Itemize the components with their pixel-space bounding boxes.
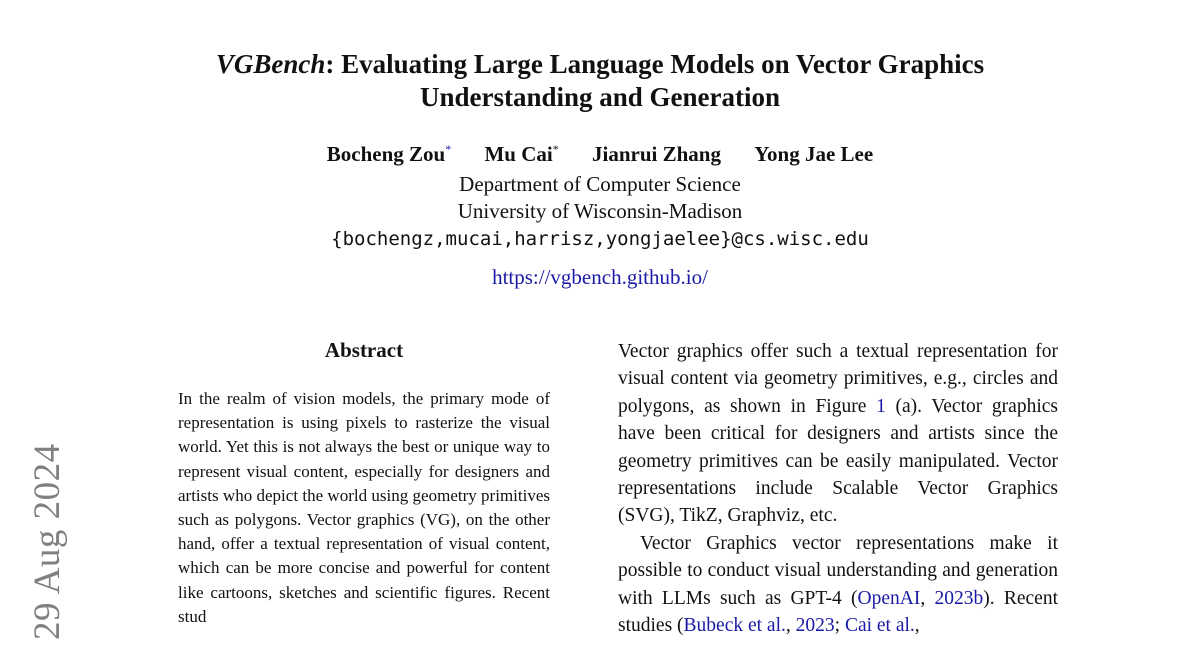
project-url-link[interactable]: https://vgbench.github.io/ [492, 265, 708, 289]
author-list [0, 142, 1200, 167]
abstract-heading: Abstract [324, 338, 404, 362]
author-emails: {bochengz,mucai,harrisz,yongjaelee}@cs.wisc.edu [331, 228, 869, 250]
citation-bubeck-link[interactable]: Bubeck et al. [683, 615, 786, 637]
author-2: Mu Cai* [484, 142, 559, 166]
author-1: Bocheng Zou* [326, 142, 452, 166]
title-line1-rest: : Evaluating Large Language Models on Vector Graphics [325, 49, 985, 79]
citation-bubeck-year-link[interactable]: 2023 [795, 615, 835, 637]
intro-paragraph-1: Vector graphics offer such a textual representation for visual content via geometry primitives, e.g., circles and polygons, as shown in Figure 1 (a). Vector graphics have been critical for designers and artists since the geometry primitives can be easily manipulated. Vector representations include Scalable Vector Graphics (SVG), TikZ, Graphviz, etc. [618, 341, 1058, 527]
introduction-column [618, 338, 1058, 639]
citation-openai-link[interactable]: OpenAI [857, 587, 921, 609]
title-line2: Understanding and Generation [419, 82, 781, 112]
author-3: Jianrui Zhang [591, 142, 721, 166]
affiliation-university: University of Wisconsin-Madison [457, 199, 743, 223]
affiliation-department: Department of Computer Science [459, 172, 741, 196]
author-4: Yong Jae Lee [754, 142, 874, 166]
citation-openai-year-link[interactable]: 2023b [934, 587, 984, 609]
citation-cai-link[interactable]: Cai et al. [844, 615, 915, 637]
figure-ref-link[interactable]: 1 [876, 395, 886, 417]
title-italic: VGBench [215, 49, 326, 79]
intro-paragraph-2: Vector Graphics vector representations make it possible to conduct visual understanding and generation with LLMs such as GPT-4 (OpenAI, 2023b). Recent studies (Bubeck et al., 2023; Cai et al., [618, 532, 1058, 637]
abstract-body: In the realm of vision models, the primary mode of representation is using pixels to rasterize the visual world. Yet this is not always the best or unique way to represent visual content, especially for designers and artists who depict the world using geometry primitives such as polygons. Vector graphics (VG), on the other hand, offer a textual representation of visual content, which can be more concise and powerful for content like cartoons, sketches and scientific figures. Recent stud [178, 389, 550, 626]
author-1-mark[interactable]: * [445, 142, 452, 156]
author-2-mark: * [552, 142, 559, 156]
paper-title [150, 48, 1050, 114]
arxiv-side-stamp: 29 Aug 2024 [27, 443, 68, 640]
